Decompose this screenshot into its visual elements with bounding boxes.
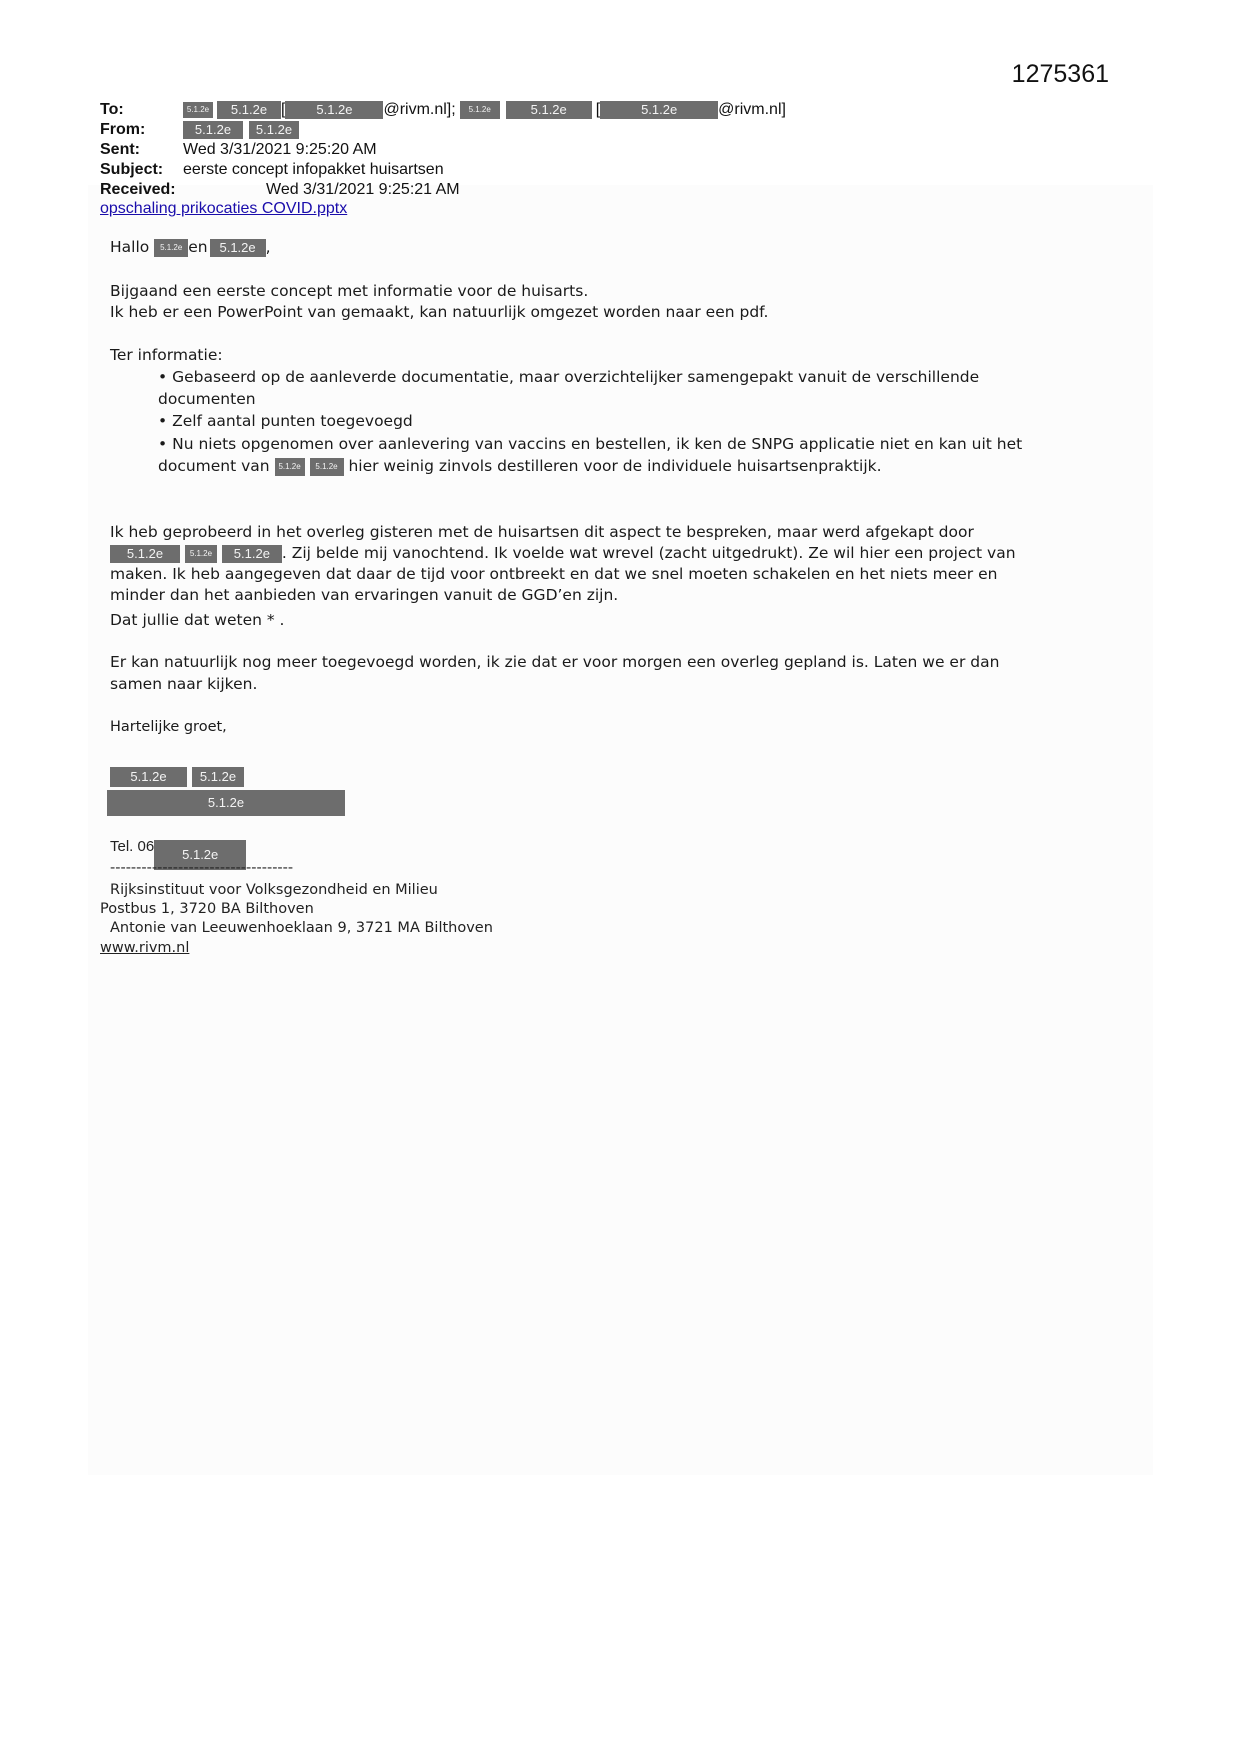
paragraph-line: minder dan het aanbieden van ervaringen vanuit de GGD’en zijn. bbox=[110, 586, 619, 604]
paragraph-line: maken. Ik heb aangegeven dat daar de tijd voor ontbreekt en dat we snel moeten schakelen en het niets meer en bbox=[110, 565, 998, 583]
redaction: 5.1.2e bbox=[154, 840, 246, 870]
document-id: 1275361 bbox=[1011, 60, 1109, 88]
paragraph-line: samen naar kijken. bbox=[110, 675, 258, 693]
phone-label: Tel. 06 bbox=[110, 838, 155, 855]
signature-org: Rijksinstituut voor Volksgezondheid en Milieu bbox=[110, 882, 438, 898]
to-value: 5.1.2e 5.1.2e [ 5.1.2e @rivm.nl]; 5.1.2e 5.1.2e [ 5.1.2e @rivm.nl] bbox=[183, 100, 786, 120]
redaction: 5.1.2e bbox=[506, 101, 592, 119]
bullet-icon: • bbox=[158, 412, 168, 430]
redaction: 5.1.2e bbox=[600, 101, 718, 119]
received-label: Received: bbox=[100, 181, 176, 198]
redaction: 5.1.2e bbox=[192, 767, 244, 787]
paragraph-line: 5.1.2e 5.1.2e 5.1.2e . Zij belde mij vanochtend. Ik voelde wat wrevel (zacht uitgedrukt). Ze wil hier een project van bbox=[110, 544, 1016, 563]
bullet-icon: • bbox=[158, 435, 168, 453]
redaction: 5.1.2e bbox=[460, 101, 500, 119]
redaction: 5.1.2e bbox=[217, 101, 281, 119]
bullet-3-cont: document van 5.1.2e 5.1.2e hier weinig zinvols destilleren voor de individuele huisartsenpraktijk. bbox=[158, 457, 882, 475]
signature-postbus: Postbus 1, 3720 BA Bilthoven bbox=[100, 901, 314, 917]
redaction: 5.1.2e bbox=[222, 545, 282, 563]
received-value: Wed 3/31/2021 9:25:21 AM bbox=[266, 181, 460, 198]
subject-row bbox=[100, 160, 444, 180]
redaction: 5.1.2e bbox=[183, 102, 213, 118]
received-row bbox=[100, 180, 460, 200]
from-row bbox=[100, 120, 293, 140]
email-suffix: @rivm.nl] bbox=[718, 101, 786, 118]
paragraph-line: Ik heb er een PowerPoint van gemaakt, kan natuurlijk omgezet worden naar een pdf. bbox=[110, 303, 769, 321]
redaction: 5.1.2e bbox=[110, 545, 180, 563]
sent-label: Sent: bbox=[100, 141, 140, 158]
paragraph-line: Dat jullie dat weten * . bbox=[110, 611, 285, 629]
to-row bbox=[100, 100, 786, 120]
subject-value: eerste concept infopakket huisartsen bbox=[183, 161, 444, 178]
sent-row bbox=[100, 140, 377, 160]
paragraph-line: Bijgaand een eerste concept met informatie voor de huisarts. bbox=[110, 282, 589, 300]
sent-value: Wed 3/31/2021 9:25:20 AM bbox=[183, 141, 377, 158]
bullet-2: • Zelf aantal punten toegevoegd bbox=[158, 412, 413, 430]
to-label: To: bbox=[100, 101, 124, 118]
redaction: 5.1.2e bbox=[183, 121, 243, 139]
paragraph-line: Er kan natuurlijk nog meer toegevoegd worden, ik zie dat er voor morgen een overleg gepland is. Laten we er dan bbox=[110, 653, 1000, 671]
redaction: 5.1.2e bbox=[210, 239, 266, 257]
bullet-1: • Gebaseerd op de aanleverde documentatie, maar overzichtelijker samengepakt vanuit de verschillende bbox=[158, 368, 980, 386]
bullet-icon: • bbox=[158, 368, 168, 386]
email-suffix: @rivm.nl]; bbox=[383, 101, 456, 118]
redaction: 5.1.2e bbox=[275, 458, 305, 476]
redaction: 5.1.2e bbox=[310, 458, 344, 476]
redaction: 5.1.2e bbox=[249, 121, 299, 139]
closing: Hartelijke groet, bbox=[110, 719, 227, 735]
redaction: 5.1.2e bbox=[285, 101, 383, 119]
redaction: 5.1.2e bbox=[107, 790, 345, 816]
paragraph-line: Ik heb geprobeerd in het overleg gisteren met de huisartsen dit aspect te bespreken, maar werd afgekapt door bbox=[110, 523, 974, 541]
signature-divider: ----------------------------------- bbox=[110, 860, 294, 876]
redaction: 5.1.2e bbox=[185, 545, 217, 563]
signature-address: Antonie van Leeuwenhoeklaan 9, 3721 MA Bilthoven bbox=[110, 920, 493, 936]
bullet-1-cont: documenten bbox=[158, 390, 256, 408]
bullet-3: • Nu niets opgenomen over aanlevering van vaccins en bestellen, ik ken de SNPG applicatie niet en kan uit het bbox=[158, 435, 1023, 453]
greeting: Hallo 5.1.2e en 5.1.2e , bbox=[110, 238, 271, 256]
from-value bbox=[183, 120, 299, 140]
ter-informatie: Ter informatie: bbox=[110, 346, 223, 364]
from-label: From: bbox=[100, 121, 146, 138]
signature-website[interactable] bbox=[100, 940, 189, 956]
redaction: 5.1.2e bbox=[154, 239, 188, 257]
website-link[interactable]: www.rivm.nl bbox=[100, 940, 190, 956]
subject-label: Subject: bbox=[100, 161, 164, 178]
attachment-link[interactable]: opschaling prikocaties COVID.pptx bbox=[100, 200, 348, 217]
redaction: 5.1.2e bbox=[110, 767, 187, 787]
